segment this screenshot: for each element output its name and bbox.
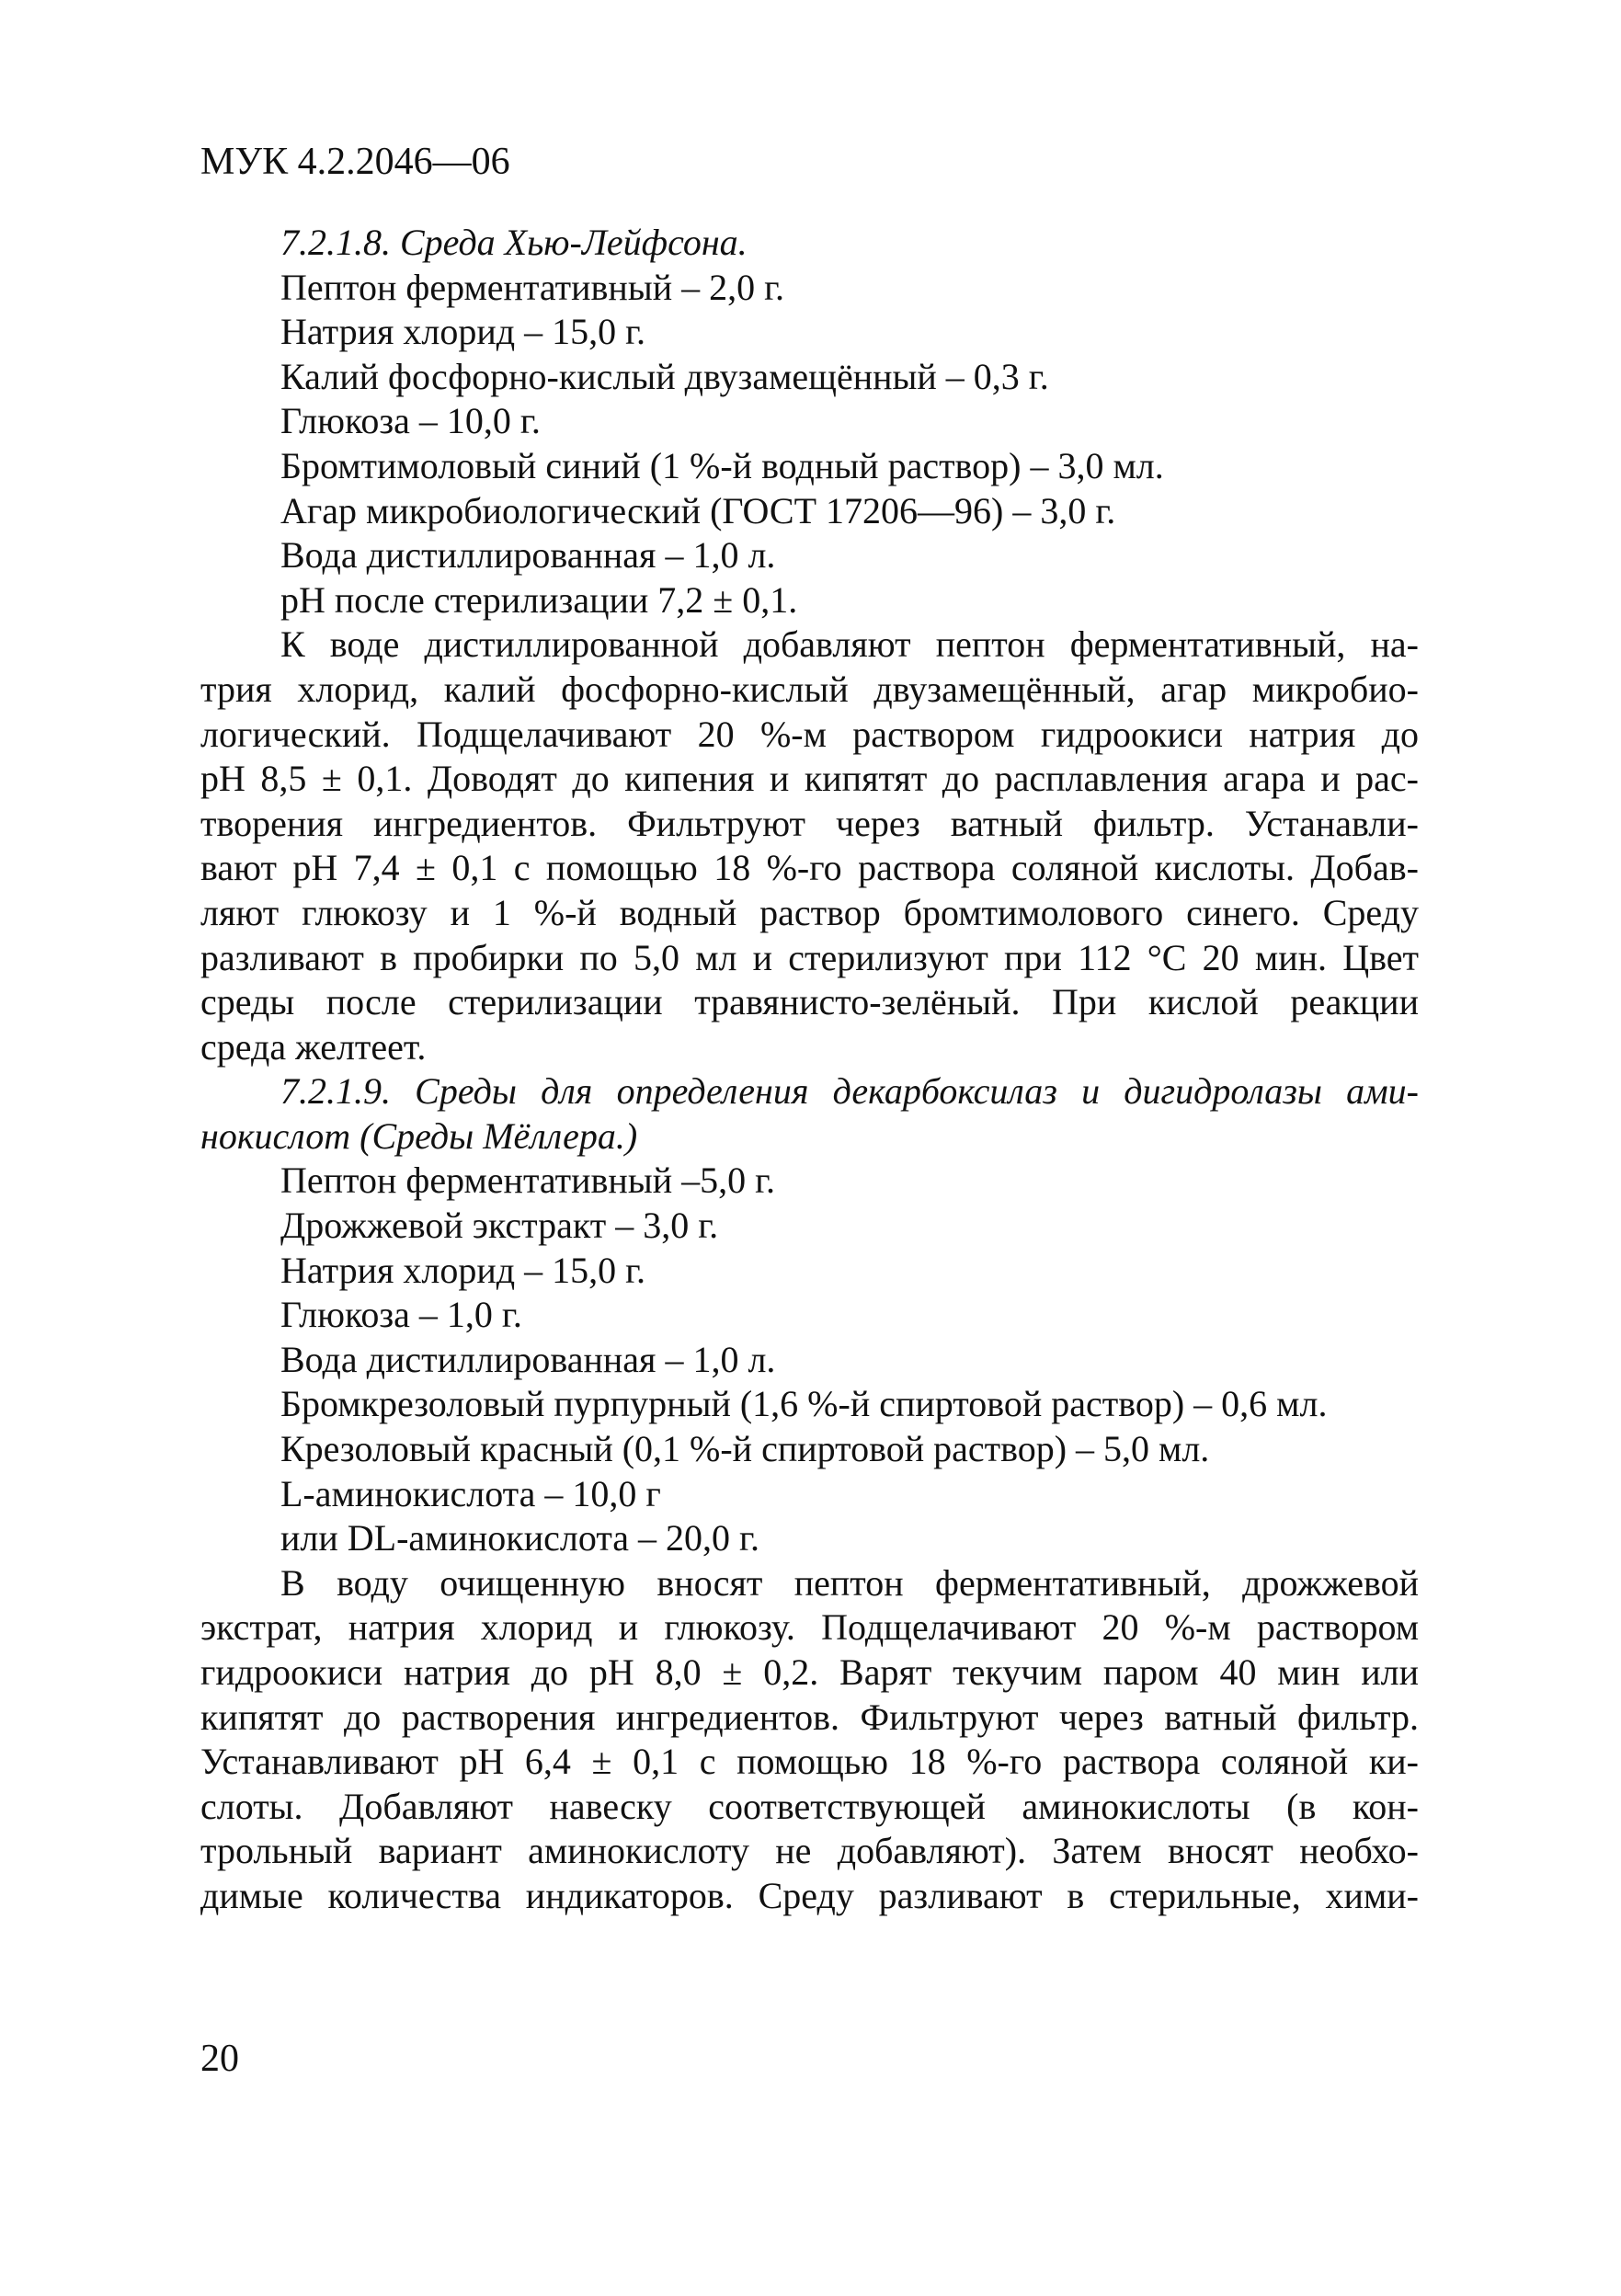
ingredient-item: L-аминокислота – 10,0 г (280, 1472, 661, 1514)
ingredient-item: Калий фосфорно-кислый двузамещённый – 0,3 г. (280, 355, 1049, 397)
paragraph-line: ляют глюкозу и 1 %-й водный раствор бромтимолового синего. Среду (200, 891, 1419, 933)
ingredient-item: Вода дистиллированная – 1,0 л. (280, 534, 776, 577)
preparation-paragraph-1 (200, 623, 1419, 1069)
ingredient-item: Глюкоза – 10,0 г. (280, 400, 541, 442)
paragraph-line: димые количества индикаторов. Среду разливают в стерильные, хими- (200, 1874, 1419, 1916)
ingredient-item: Дрожжевой экстракт – 3,0 г. (280, 1205, 719, 1247)
ingredient-item: Крезоловый красный (0,1 %-й спиртовой раствор) – 5,0 мл. (280, 1428, 1210, 1470)
paragraph-line: слоты. Добавляют навеску соответствующей аминокислоты (в кон- (200, 1785, 1419, 1827)
page-content (200, 221, 1419, 1919)
paragraph-line: кипятят до растворения ингредиентов. Фильтруют через ватный фильтр. (200, 1696, 1419, 1738)
paragraph-line: Устанавливают pH 6,4 ± 0,1 с помощью 18 %-го раствора соляной ки- (200, 1741, 1419, 1783)
paragraph-line: среда желтеет. (200, 1025, 427, 1068)
document-code-header: МУК 4.2.2046—06 (200, 141, 510, 183)
ingredient-item: Натрия хлорид – 15,0 г. (280, 1249, 645, 1291)
ingredient-item: Бромкрезоловый пурпурный (1,6 %-й спиртовой раствор) – 0,6 мл. (280, 1383, 1328, 1425)
section-heading-7-2-1-8: 7.2.1.8. Среда Хью-Лейфсона. (280, 222, 748, 263)
ingredient-item: Пептон ферментативный –5,0 г. (280, 1159, 775, 1202)
paragraph-line: экстрат, натрия хлорид и глюкозу. Подщелачивают 20 %-м раствором (200, 1606, 1419, 1649)
ingredient-item: Вода дистиллированная – 1,0 л. (280, 1338, 776, 1380)
page-number: 20 (200, 2038, 239, 2080)
paragraph-line: разливают в пробирки по 5,0 мл и стерилизуют при 112 °С 20 мин. Цвет (200, 936, 1419, 978)
ingredient-item: Агар микробиологический (ГОСТ 17206—96) – 3,0 г. (280, 489, 1116, 531)
ingredient-item: pH после стерилизации 7,2 ± 0,1. (280, 578, 798, 621)
paragraph-line: pH 8,5 ± 0,1. Доводят до кипения и кипятят до расплавления агара и рас- (200, 758, 1419, 800)
ingredient-item: или DL-аминокислота – 20,0 г. (280, 1517, 759, 1559)
section-heading-7-2-1-9 (200, 1069, 1419, 1159)
paragraph-line: К воде дистиллированной добавляют пептон ферментативный, на- (280, 623, 1419, 666)
ingredient-item: Глюкоза – 1,0 г. (280, 1294, 522, 1336)
heading-line: нокислот (Среды Мёллера.) (200, 1114, 638, 1157)
paragraph-line: В воду очищенную вносят пептон ферментативный, дрожжевой (280, 1561, 1419, 1604)
ingredient-list-1 (200, 266, 1419, 623)
paragraph-line: гидроокиси натрия до pH 8,0 ± 0,2. Варят текучим паром 40 мин или (200, 1651, 1419, 1693)
ingredient-item: Пептон ферментативный – 2,0 г. (280, 266, 784, 308)
preparation-paragraph-2 (200, 1561, 1419, 1919)
paragraph-line: среды после стерилизации травянисто-зелёный. При кислой реакции (200, 981, 1419, 1023)
ingredient-item: Бромтимоловый синий (1 %-й водный раствор) – 3,0 мл. (280, 444, 1164, 486)
paragraph-line: трия хлорид, калий фосфорно-кислый двузамещённый, агар микробио- (200, 668, 1419, 710)
paragraph-line: творения ингредиентов. Фильтруют через ватный фильтр. Устанавли- (200, 802, 1419, 844)
heading-line: 7.2.1.9. Среды для определения декарбоксилаз и дигидролазы ами- (280, 1070, 1419, 1113)
ingredient-list-2 (200, 1159, 1419, 1560)
paragraph-line: трольный вариант аминокислоту не добавляют). Затем вносят необхо- (200, 1830, 1419, 1872)
paragraph-line: логический. Подщелачивают 20 %-м раствором гидроокиси натрия до (200, 713, 1419, 755)
ingredient-item: Натрия хлорид – 15,0 г. (280, 311, 645, 353)
paragraph-line: вают pH 7,4 ± 0,1 с помощью 18 %-го раствора соляной кислоты. Добав- (200, 847, 1419, 889)
